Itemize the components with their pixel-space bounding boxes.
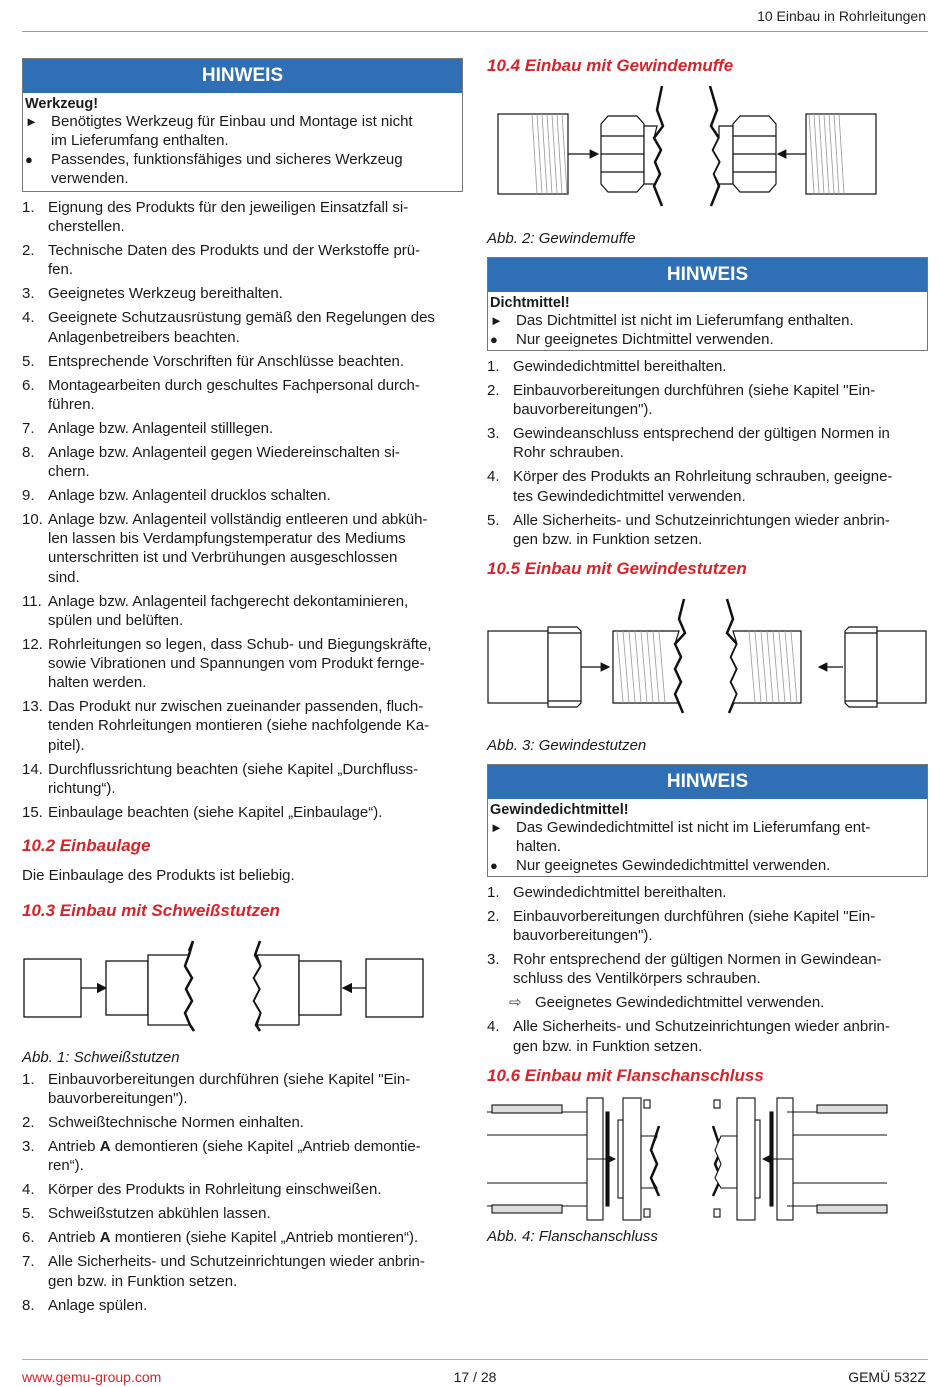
step-line: Technische Daten des Produkts und der Werkstoffe prü- [48,242,421,260]
step-line: gen bzw. in Funktion setzen. [513,530,703,548]
step-line: Gewindedichtmittel bereithalten. [513,358,727,375]
figure-caption: Abb. 4: Flanschanschluss [487,1227,658,1245]
step-text [513,511,890,549]
bullet-placeholder [25,131,51,150]
step-number: 1. [22,1071,35,1089]
list-item [487,424,928,462]
step-line: Montagearbeiten durch geschultes Fachpersonal durch- [48,376,420,394]
list-item [22,510,463,587]
step-line: ren“). [48,1157,84,1175]
step-number: 4. [22,309,35,327]
step-number: 3. [487,425,500,443]
list-item [22,352,463,371]
notice-text: Passendes, funktionsfähiges und sicheres Werkzeug [51,151,403,168]
step-text [48,241,420,279]
threaded-socket-steps [487,357,928,549]
step-number: 7. [22,1253,35,1271]
notice-line [488,330,927,350]
step-line: Geeignetes Werkzeug bereithalten. [48,285,283,303]
step-text [513,907,875,945]
figure-caption: Abb. 3: Gewindestutzen [487,737,647,755]
step-text [48,760,418,798]
step-line: bauvorbereitungen"). [513,401,653,419]
step-number: 8. [22,443,35,461]
step-number: 2. [22,1114,35,1132]
step-line: chern. [48,463,90,481]
step-line: Eignung des Produkts für den jeweiligen Einsatzfall si- [48,199,409,216]
actuator-label: A [99,1138,111,1156]
step-text [48,198,408,236]
step-number: 5. [487,511,500,529]
list-item [22,592,463,630]
dot-bullet-icon: ● [490,858,498,874]
list-item [22,1070,463,1108]
list-item [22,198,463,236]
notice-title: HINWEIS [488,258,927,292]
figure-flange-connection [487,1092,928,1226]
header-divider [22,31,928,32]
bullet-placeholder [490,837,516,856]
step-line: Anlage spülen. [48,1296,148,1314]
flange-connection-diagram [487,1092,928,1226]
step-line: tes Gewindedichtmittel verwenden. [513,487,746,505]
step-line: Gewindeanschluss entsprechend der gültigen Normen in [513,425,890,443]
step-line: sind. [48,568,80,586]
step-line: Anlage bzw. Anlagenteil stilllegen. [48,419,274,437]
step-number: 1. [22,199,35,216]
step-number: 3. [22,1138,35,1156]
step-line: Anlage bzw. Anlagenteil gegen Wiedereinschalten si- [48,443,400,461]
threaded-spigot-steps [487,883,928,1056]
notice-line [488,311,927,330]
notice-text: verwenden. [51,170,129,187]
list-item [487,993,928,1012]
list-item [487,1017,928,1055]
list-item [22,1228,463,1247]
dot-bullet-icon: ● [25,152,33,167]
footer-divider [22,1359,928,1360]
step-line: fen. [48,261,74,279]
step-number: 4. [487,1018,500,1036]
notice-line [488,818,927,837]
step-line: bauvorbereitungen"). [48,1090,188,1108]
notice-line [488,856,927,876]
step-number: 15. [22,803,43,821]
list-item [22,284,463,303]
list-item [487,357,928,376]
step-text [513,467,892,505]
notice-subtitle: Werkzeug! [25,96,99,112]
step-line: Geeignetes Gewindedichtmittel verwenden. [535,994,825,1012]
step-number: 2. [22,242,35,260]
step-number: 12. [22,635,43,653]
notice-text: im Lieferumfang enthalten. [51,132,229,149]
section-title-10-6: 10.6 Einbau mit Flanschanschluss [487,1065,764,1085]
step-line: unterschritten ist und Verbrühungen ausgeschlossen [48,549,398,567]
list-item [487,883,928,902]
step-line: Schweißtechnische Normen einhalten. [48,1114,304,1132]
step-text [513,424,890,462]
footer-website-link[interactable]: www.gemu-group.com [22,1369,162,1385]
list-item [22,1180,463,1199]
step-line: bauvorbereitungen"). [513,927,653,945]
step-line: Das Produkt nur zwischen zueinander passenden, fluch- [48,698,424,716]
step-line: cherstellen. [48,218,125,236]
list-item [22,760,463,798]
chapter-header: 10 Einbau in Rohrleitungen [757,8,926,24]
notice-box-tool [22,58,463,192]
actuator-label: A [99,1229,111,1247]
step-number: 1. [487,358,500,375]
list-item [22,803,463,822]
paragraph-installation-position: Die Einbaulage des Produkts ist beliebig. [22,867,295,885]
step-number: 2. [487,908,500,926]
step-line: gen bzw. in Funktion setzen. [48,1272,238,1290]
step-line: len lassen bis Verdampfungstemperatur des Mediums [48,530,406,548]
step-line: Einbauvorbereitungen durchführen (siehe Kapitel "Ein- [48,1071,411,1089]
step-text [48,1252,425,1290]
step-line: demontieren (siehe Kapitel „Antrieb demontie- [110,1138,421,1156]
step-text [48,1137,421,1175]
step-number: 4. [487,468,500,486]
notice-line [23,150,462,169]
product-name: GEMÜ 532Z [848,1369,926,1385]
list-item [487,381,928,419]
step-text [48,592,408,630]
step-line: Körper des Produkts in Rohrleitung einschweißen. [48,1181,382,1199]
arrow-bullet-icon: ► [490,313,503,328]
step-line: Einbauvorbereitungen durchführen (siehe Kapitel "Ein- [513,382,876,399]
step-line: Alle Sicherheits- und Schutzeinrichtungen wieder anbrin- [513,1018,890,1036]
figure-caption: Abb. 2: Gewindemuffe [487,230,636,247]
step-number: 11. [22,592,42,610]
list-item [22,635,463,693]
step-text [513,381,875,419]
step-line: Rohr entsprechend der gültigen Normen in Gewindean- [513,951,882,969]
step-line: Körper des Produkts an Rohrleitung schrauben, geeigne- [513,468,893,486]
notice-text: Nur geeignetes Dichtmittel verwenden. [516,331,774,348]
step-number: 3. [487,951,500,969]
list-item [22,1252,463,1290]
step-number: 6. [22,1229,35,1247]
notice-text: Benötigtes Werkzeug für Einbau und Montage ist nicht [51,113,413,130]
step-text [513,950,882,988]
step-line: Anlage bzw. Anlagenteil vollständig entleeren und abküh- [48,511,428,529]
step-number: 10. [22,511,43,529]
threaded-socket-diagram [487,86,928,222]
section-title-10-2: 10.2 Einbaulage [22,836,151,856]
notice-title: HINWEIS [23,59,462,93]
dot-bullet-icon: ● [490,332,498,347]
step-number: 13. [22,698,43,716]
step-number: 9. [22,487,35,505]
step-text [48,443,400,481]
step-number: 1. [487,884,500,902]
arrow-bullet-icon: ► [490,820,503,836]
list-item [487,511,928,549]
figure-threaded-socket [487,86,928,222]
step-text [48,308,435,346]
list-item [22,241,463,279]
list-item [22,419,463,438]
step-text [48,510,427,587]
step-line: Anlage bzw. Anlagenteil drucklos schalten. [48,487,331,505]
notice-subtitle: Gewindedichtmittel! [490,802,629,819]
step-number: 5. [22,1205,35,1223]
notice-line [23,169,462,191]
step-number: 4. [22,1181,35,1199]
step-number: 2. [487,382,500,399]
notice-box-sealant [487,257,928,351]
step-line: Rohrleitungen so legen, dass Schub- und Biegungskräfte, [48,635,432,653]
step-line: führen. [48,395,95,413]
step-line: spülen und belüften. [48,611,184,629]
welding-spigot-diagram [22,931,463,1047]
step-line: schluss des Ventilkörpers schrauben. [513,970,761,988]
section-title-10-5: 10.5 Einbau mit Gewindestutzen [487,559,747,579]
figure-caption: Abb. 1: Schweißstutzen [22,1049,180,1067]
notice-text: halten. [516,838,562,856]
bullet-placeholder [25,169,51,188]
arrow-bullet-icon: ► [25,114,38,129]
step-number: 6. [22,376,35,394]
step-line: halten werden. [48,674,147,692]
notice-line [488,837,927,856]
list-item [22,486,463,505]
notice-subtitle: Dichtmittel! [490,295,570,311]
step-text [513,1017,890,1055]
welding-steps [22,1070,463,1315]
step-line: Gewindedichtmittel bereithalten. [513,884,727,902]
step-line: Schweißstutzen abkühlen lassen. [48,1205,271,1223]
list-item [22,697,463,755]
step-line: pitel). [48,736,85,754]
threaded-spigot-diagram [487,589,928,735]
step-line: Einbaulage beachten (siehe Kapitel „Einbaulage“). [48,803,383,821]
step-line: Anlagenbetreibers beachten. [48,328,240,346]
step-text [48,697,429,755]
figure-welding-spigot [22,931,463,1047]
step-line: Anlage bzw. Anlagenteil fachgerecht dekontaminieren, [48,592,409,610]
step-number: 3. [22,285,35,303]
right-column [487,56,928,1245]
step-text [48,1070,410,1108]
step-number: 8. [22,1296,35,1314]
step-line: Antrieb [48,1138,100,1156]
step-line: Rohr schrauben. [513,444,624,462]
step-number: 5. [22,352,35,370]
step-line: gen bzw. in Funktion setzen. [513,1037,703,1055]
list-item [22,1137,463,1175]
page-number: 17 / 28 [453,1369,497,1385]
step-number: 14. [22,760,43,778]
preparation-steps [22,198,463,822]
list-item [22,1296,463,1315]
step-line: richtung“). [48,779,116,797]
step-line: Entsprechende Vorschriften für Anschlüsse beachten. [48,352,405,370]
step-line: montieren (siehe Kapitel „Antrieb montieren“). [110,1229,419,1247]
notice-line [23,112,462,131]
list-item [487,950,928,988]
step-line: Alle Sicherheits- und Schutzeinrichtungen wieder anbrin- [513,511,890,529]
list-item [22,443,463,481]
figure-threaded-spigot [487,589,928,735]
step-line: Alle Sicherheits- und Schutzeinrichtungen wieder anbrin- [48,1253,425,1271]
list-item [487,907,928,945]
section-title-10-3: 10.3 Einbau mit Schweißstutzen [22,901,280,921]
notice-text: Nur geeignetes Gewindedichtmittel verwenden. [516,857,831,875]
step-line: Antrieb [48,1229,100,1247]
section-title-10-4: 10.4 Einbau mit Gewindemuffe [487,56,734,75]
step-line: Durchflussrichtung beachten (siehe Kapitel „Durchfluss- [48,760,419,778]
step-line: Einbauvorbereitungen durchführen (siehe Kapitel "Ein- [513,908,876,926]
step-line: sowie Vibrationen und Spannungen vom Produkt fernge- [48,655,425,673]
notice-text: Das Gewindedichtmittel ist nicht im Lieferumfang ent- [516,819,871,837]
step-line: Geeignete Schutzausrüstung gemäß den Regelungen des [48,309,435,327]
left-column [22,58,463,1320]
notice-box-thread-sealant [487,764,928,877]
list-item [22,376,463,414]
list-item [22,1204,463,1223]
step-text [48,635,432,693]
notice-line [23,131,462,150]
notice-title: HINWEIS [488,765,927,799]
notice-text: Das Dichtmittel ist nicht im Lieferumfang enthalten. [516,312,854,329]
step-text [48,376,420,414]
list-item [22,1113,463,1132]
step-text [48,1228,418,1247]
list-item [487,467,928,505]
list-item [22,308,463,346]
result-arrow-icon: ⇨ [509,994,522,1012]
step-line: tenden Rohrleitungen montieren (siehe nachfolgende Ka- [48,717,430,735]
step-number: 7. [22,419,35,437]
